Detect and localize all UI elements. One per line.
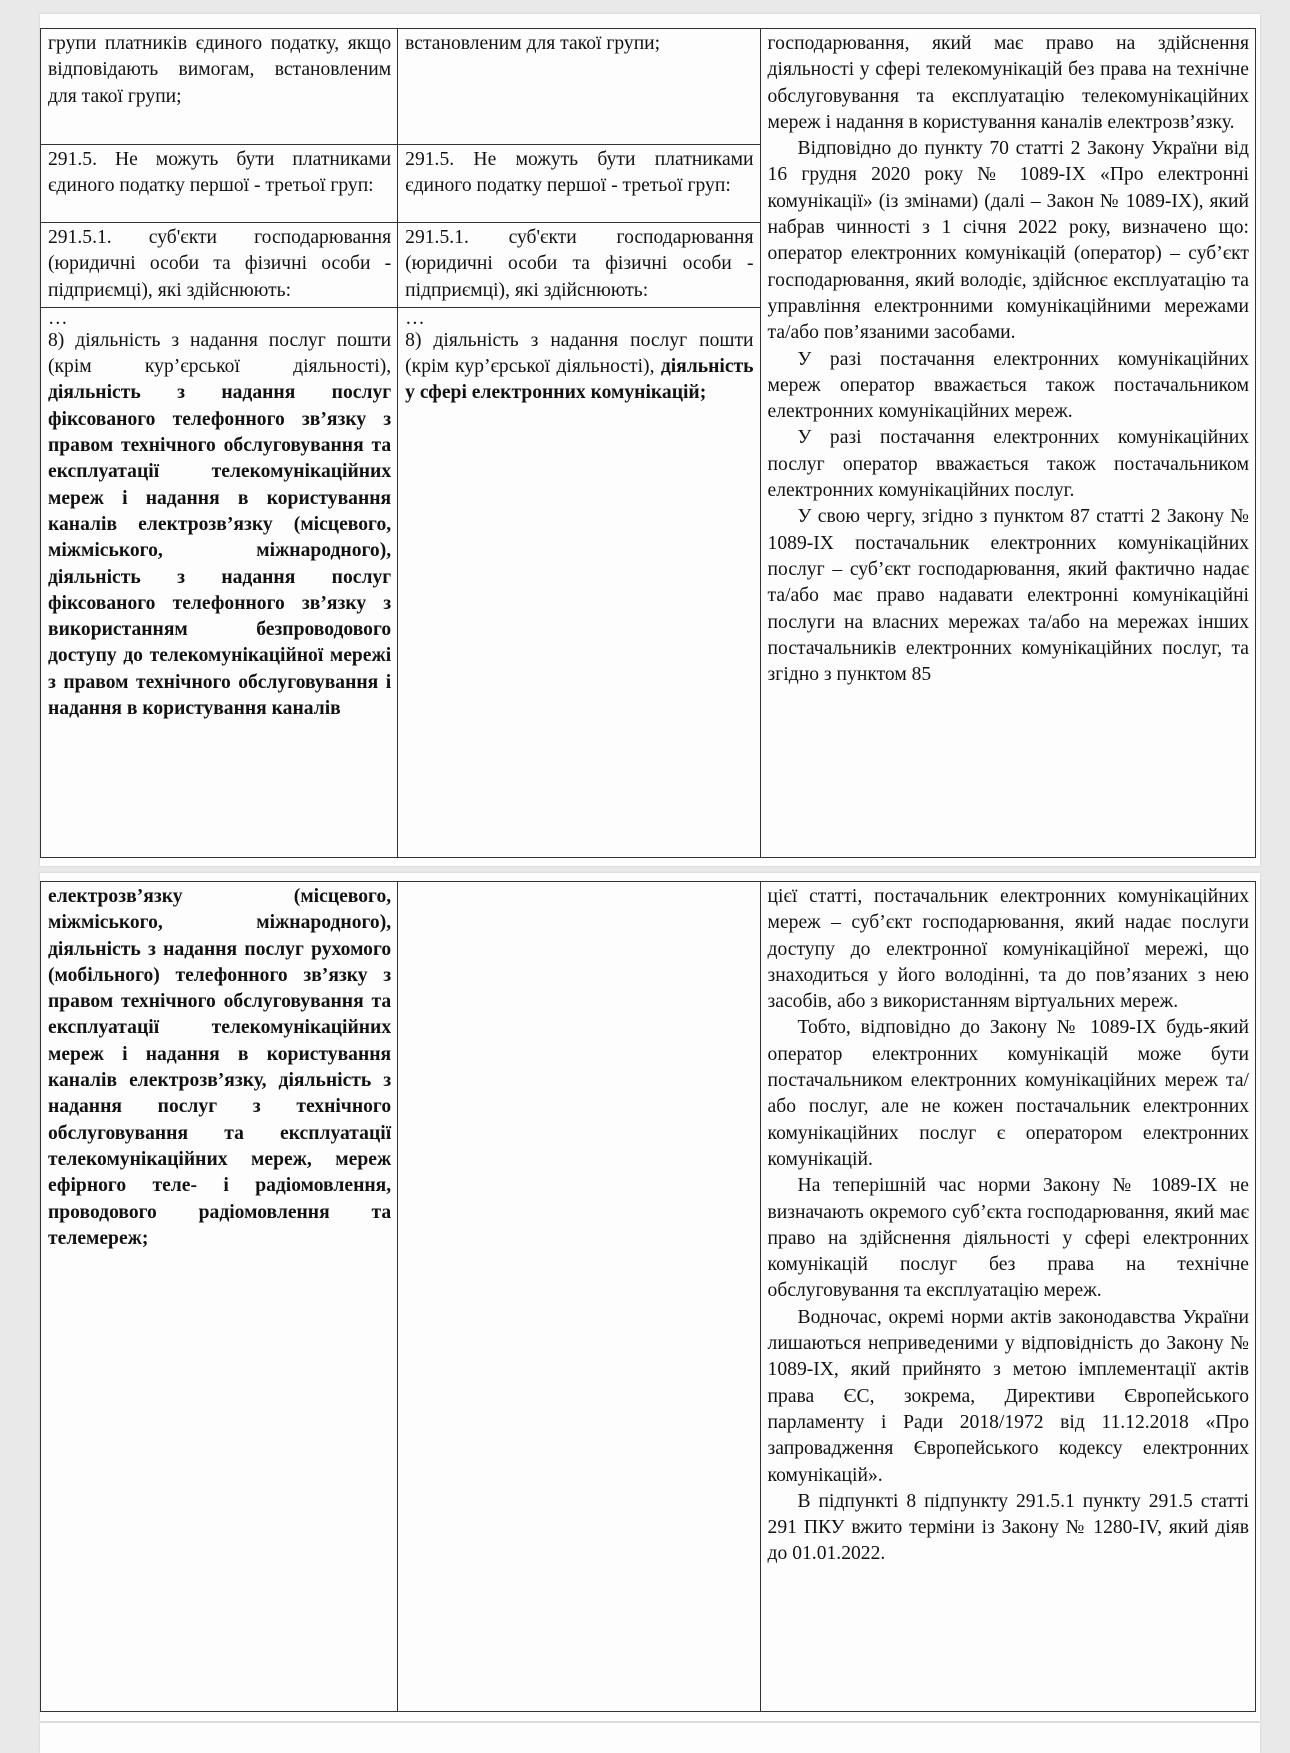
table-cell-current-text <box>41 307 398 857</box>
ellipsis-mark: … <box>405 307 425 329</box>
cell-text: встановленим для такої групи; <box>405 33 661 54</box>
cell-text: 291.5.1. суб'єкти господарювання (юридичні особи та фізичні особи - підприємці), які здійснюють: <box>405 227 754 301</box>
table-row <box>41 29 1256 145</box>
justification-paragraph: Водночас, окремі норми актів законодавства України лишаються неприведеними у відповідність до Закону № 1089-IX, який прийнято з метою імплементації актів права ЄС, зокрема, Директиви Європейського парламенту і Ради 2018/1972 від 11.12.2018 «Про запровадження Європейського кодексу електронних комунікацій». <box>767 1306 1249 1486</box>
table-cell-current-text <box>41 29 398 145</box>
cell-text-bold: електрозв’язку (місцевого, міжміського, міжнародного), діяльність з надання послуг рухомого (мобільного) телефонного зв’язку з правом технічного обслуговування та експлуатації телекомунікаційних мереж і надання в користування каналів електрозв’язку, діяльність з надання послуг з технічного обслуговування та експлуатації телекомунікаційних мереж, мереж ефірного теле- і радіомовлення, проводового радіомовлення та телемереж; <box>48 886 392 1249</box>
justification-paragraph: У разі постачання електронних комунікаційних послуг оператор вважається також постачальником електронних комунікаційних послуг. <box>767 427 1249 502</box>
cell-text: 291.5. Не можуть бути платниками єдиного податку першої - третьої груп: <box>48 149 392 197</box>
cell-text: 8) діяльність з надання послуг пошти (крім кур’єрської діяльності), <box>48 329 392 378</box>
justification-paragraph: Тобто, відповідно до Закону № 1089-IX будь-який оператор електронних комунікацій може бути постачальником електронних комунікаційних мереж та/або послуг, але не кожен постачальник електронних комунікаційних послуг є оператором електронних комунікацій. <box>767 1017 1249 1170</box>
table-cell-proposed-text <box>398 145 760 223</box>
table-cell-proposed-text <box>398 29 760 145</box>
justification-paragraph: господарювання, який має право на здійснення діяльності у сфері телекомунікацій без права на технічне обслуговування та експлуатацію телекомунікаційних мереж і надання в користування каналів електрозв’язку. <box>767 33 1249 133</box>
justification-paragraph: Відповідно до пункту 70 статті 2 Закону України від 16 грудня 2020 року № 1089-IX «Про електронні комунікації» (із змінами) (далі – Закон № 1089-IX), який набрав чинності з 1 січня 2022 року, визначено що: оператор електронних комунікацій (оператор) – суб’єкт господарювання, який володіє, здійснює експлуатацію та управління електронними комунікаційними мережами та/або пов’язаними засобами. <box>767 138 1249 344</box>
document-page-1 <box>40 14 1260 866</box>
table-cell-current-text <box>41 882 398 1712</box>
comparison-table-page-2 <box>40 881 1256 1712</box>
cell-text-bold: діяльність з надання послуг фіксованого телефонного зв’язку з правом технічного обслуговування та експлуатації телекомунікаційних мереж і надання в користування каналів електрозв’язку (місцевого, міжміського, міжнародного), діяльність з надання послуг фіксованого телефонного зв’язку з використанням безпроводового доступу до телекомунікаційної мережі з правом технічного обслуговування і надання в користування каналів <box>48 382 392 720</box>
table-cell-justification <box>760 29 1255 858</box>
justification-paragraph: В підпункті 8 підпункту 291.5.1 пункту 291.5 статті 291 ПКУ вжито терміни із Закону № 1280-IV, який діяв до 01.01.2022. <box>767 1490 1249 1565</box>
cell-text: 291.5.1. суб'єкти господарювання (юридичні особи та фізичні особи - підприємці), які здійснюють: <box>48 227 392 301</box>
cell-text: 8) діяльність з надання послуг пошти (крім кур’єрської діяльності), <box>405 329 754 378</box>
comparison-table-page-1 <box>40 28 1256 858</box>
cell-text: групи платників єдиного податку, якщо відповідають вимогам, встановленим для такої групи; <box>48 33 392 107</box>
justification-paragraph: У разі постачання електронних комунікаційних мереж оператор вважається також постачальником електронних комунікаційних мереж. <box>767 348 1249 423</box>
justification-paragraph: цієї статті, постачальник електронних комунікаційних мереж – суб’єкт господарювання, який надає послуги доступу до електронної комунікаційної мережі, що знаходиться у його володінні, та до пов’язаних з нею засобів, або з використанням віртуальних мереж. <box>767 886 1249 1013</box>
document-page-2 <box>40 873 1260 1721</box>
table-cell-proposed-text <box>398 882 760 1712</box>
justification-paragraph: На теперішній час норми Закону № 1089-IX не визначають окремого суб’єкта господарювання, який має право на здійснення діяльності у сфері електронних комунікацій послуг без права на технічне обслуговування та експлуатацію мереж. <box>767 1175 1249 1302</box>
table-cell-current-text <box>41 223 398 308</box>
table-cell-current-text <box>41 145 398 223</box>
cell-text: 291.5. Не можуть бути платниками єдиного податку першої - третьої груп: <box>405 149 754 197</box>
table-cell-justification <box>760 882 1255 1712</box>
cell-text-bold: діяльність у сфері електронних комунікацій; <box>405 356 754 404</box>
table-cell-proposed-text <box>398 307 760 857</box>
table-cell-proposed-text <box>398 223 760 308</box>
table-row <box>41 882 1256 1712</box>
ellipsis-mark: … <box>48 307 68 329</box>
justification-paragraph: У свою чергу, згідно з пунктом 87 статті 2 Закону № 1089-IX постачальник електронних комунікаційних послуг – суб’єкт господарювання, який фактично надає та/або має право надавати електронні комунікаційні послуги на власних мережах та/або на мережах інших постачальників електронних комунікаційних послуг, та згідно з пунктом 85 <box>767 506 1249 686</box>
